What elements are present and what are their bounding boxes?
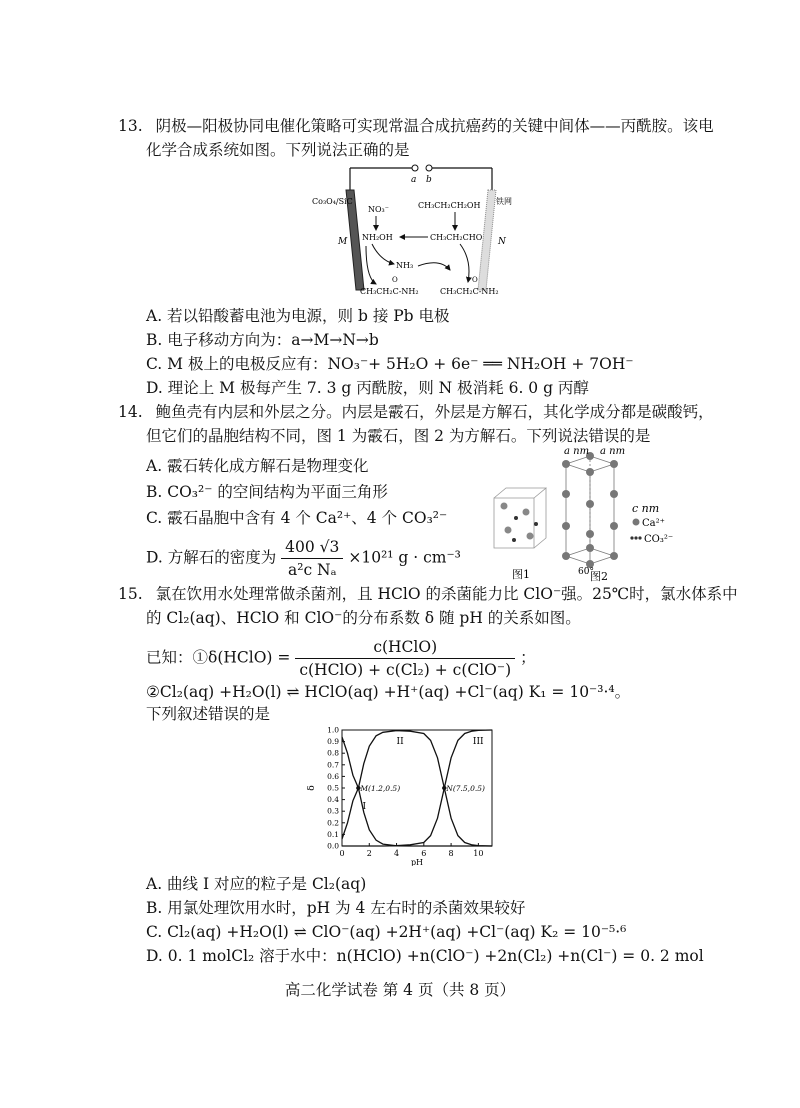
y-tick-label: 0.5	[327, 783, 339, 793]
x-tick-label: 8	[448, 849, 454, 858]
legend-co3: CO₃²⁻	[644, 534, 674, 545]
q15-number: 15.	[118, 585, 143, 603]
q15-known-denominator: c(HClO) + c(Cl₂) + c(ClO⁻)	[299, 661, 512, 679]
y-axis-label: δ	[307, 785, 317, 791]
q13-stem-line2: 化学合成系统如图。下列说法正确的是	[146, 141, 410, 159]
q15-stem-line1	[118, 584, 738, 604]
q13-option-c[interactable]: C. M 极上的电极反应有：NO₃⁻+ 5H₂O + 6e⁻ ══ NH₂OH + 7OH⁻	[146, 355, 634, 373]
q14-d-denominator: a²c Nₐ	[287, 561, 337, 579]
distribution-chart	[306, 724, 502, 866]
propanal-label: CH₃CH₂CHO	[430, 233, 483, 242]
ammonia-label: NH₃	[396, 261, 414, 270]
amide-o-left: O	[392, 276, 398, 284]
label-M: M	[338, 237, 348, 247]
q15-ask: 下列叙述错误的是	[146, 705, 271, 723]
q15-known-prefix: 已知：①δ(HClO) =	[146, 648, 291, 667]
q14-d-fraction	[281, 536, 343, 581]
q13-option-d[interactable]: D. 理论上 M 极每产生 7. 3 g 丙酰胺，则 N 极消耗 6. 0 g 丙醇	[146, 379, 589, 397]
a-label-1: a nm	[564, 448, 590, 457]
left-electrode-label: Co₃O₄/SiC	[312, 197, 353, 206]
amide-right: CH₃CH₂C-NH₂	[440, 287, 499, 296]
y-tick-label: 0.7	[327, 760, 339, 770]
x-axis-label: pH	[410, 858, 424, 866]
y-tick-label: 0.1	[327, 829, 339, 839]
a-label-2: a nm	[600, 448, 626, 457]
q15-option-d[interactable]: D. 0. 1 molCl₂ 溶于水中：n(HClO) +n(ClO⁻) +2n(Cl₂) +n(Cl⁻) = 0. 2 mol	[146, 947, 704, 965]
label-N: N	[498, 237, 506, 247]
x-tick-label: 0	[339, 849, 345, 858]
q14-d-numerator: 400 √3	[281, 536, 343, 559]
y-tick-label: 0.4	[327, 795, 339, 805]
q13-number: 13.	[118, 117, 143, 135]
amide-left: CH₃CH₂C-NH₂	[360, 287, 419, 296]
q15-stem-text1: 氯在饮用水处理常做杀菌剂，且 HClO 的杀菌能力比 ClO⁻强。25℃时，氯水体系中	[155, 585, 738, 603]
fig1-caption: 图1	[512, 568, 530, 581]
propanol-label: CH₃CH₂CH₂OH	[418, 201, 481, 210]
q15-known-fraction	[295, 636, 515, 681]
q13-stem-line1	[118, 116, 714, 136]
q14-option-d[interactable]	[146, 536, 461, 581]
curve-label-III: III	[472, 736, 484, 747]
q15-option-b[interactable]: B. 用氯处理饮用水时，pH 为 4 左右时的杀菌效果较好	[146, 899, 526, 917]
q15-option-c[interactable]: C. Cl₂(aq) +H₂O(l) ⇌ ClO⁻(aq) +2H⁺(aq) +Cl⁻(aq) K₂ = 10⁻⁵·⁶	[146, 923, 627, 941]
nitrate-label: NO₃⁻	[368, 205, 389, 214]
q14-stem-line1	[118, 402, 714, 422]
q14-crystal-figures	[486, 448, 700, 584]
q14-option-a[interactable]: A. 霰石转化成方解石是物理变化	[146, 457, 369, 475]
y-tick-label: 0.2	[327, 818, 339, 828]
y-tick-label: 0.0	[327, 841, 339, 851]
angle-label: 60°	[578, 567, 594, 577]
amide-o-right: O	[472, 276, 478, 284]
right-electrode-label: 铁网	[496, 197, 512, 206]
x-tick-label: 6	[421, 849, 427, 858]
q13-electrolysis-diagram	[300, 160, 520, 298]
hydroxylamine-label: NH₂OH	[362, 233, 393, 242]
q14-d-prefix: D. 方解石的密度为	[146, 548, 277, 567]
aragonite-cell	[494, 488, 546, 548]
q15-stem-line2: 的 Cl₂(aq)、HClO 和 ClO⁻的分布系数 δ 随 pH 的关系如图。	[146, 609, 581, 627]
x-tick-label: 10	[473, 849, 484, 858]
c-label: c nm	[632, 502, 660, 515]
q14-d-suffix: ×10²¹ g · cm⁻³	[348, 548, 461, 567]
q14-stem-line2: 但它们的晶胞结构不同，图 1 为霰石，图 2 为方解石。下列说法错误的是	[146, 427, 651, 445]
q15-known2: ②Cl₂(aq) +H₂O(l) ⇌ HClO(aq) +H⁺(aq) +Cl⁻(aq) K₁ = 10⁻³·⁴。	[146, 683, 631, 701]
q14-number: 14.	[118, 403, 143, 421]
q13-option-a[interactable]: A. 若以铅酸蓄电池为电源，则 b 接 Pb 电极	[146, 307, 450, 325]
annotation-M: M(1.2,0.5)	[360, 784, 401, 793]
x-tick-label: 2	[366, 849, 372, 858]
x-tick-label: 4	[393, 849, 400, 858]
curve-label-I: I	[362, 801, 367, 812]
q14-option-c[interactable]: C. 霰石晶胞中含有 4 个 Ca²⁺、4 个 CO₃²⁻	[146, 509, 448, 527]
q15-known-numerator: c(HClO)	[295, 636, 515, 659]
y-tick-label: 0.6	[327, 771, 339, 781]
terminal-b: b	[426, 175, 432, 185]
q15-option-a[interactable]: A. 曲线 I 对应的粒子是 Cl₂(aq)	[146, 875, 367, 893]
q13-option-b[interactable]: B. 电子移动方向为：a→M→N→b	[146, 331, 379, 349]
y-tick-label: 0.8	[327, 748, 339, 758]
annotation-N: N(7.5,0.5)	[446, 784, 485, 793]
q14-option-b[interactable]: B. CO₃²⁻ 的空间结构为平面三角形	[146, 483, 388, 501]
y-tick-label: 1.0	[327, 725, 339, 735]
fig2-caption: 图2	[590, 570, 608, 583]
y-tick-label: 0.3	[327, 806, 339, 816]
q14-stem-text1: 鲍鱼壳有内层和外层之分。内层是霰石，外层是方解石，其化学成分都是碳酸钙，	[155, 403, 714, 421]
terminal-a: a	[411, 175, 417, 185]
y-tick-label: 0.9	[327, 737, 339, 747]
q15-known1	[146, 636, 536, 681]
q13-stem-text1: 阴极—阳极协同电催化策略可实现常温合成抗癌药的关键中间体——丙酰胺。该电	[155, 117, 714, 135]
page-footer: 高二化学试卷 第 4 页（共 8 页）	[284, 981, 516, 999]
legend-ca: Ca²⁺	[642, 518, 665, 529]
curve-label-II: II	[396, 736, 404, 747]
q15-known-semicolon: ；	[520, 648, 536, 667]
